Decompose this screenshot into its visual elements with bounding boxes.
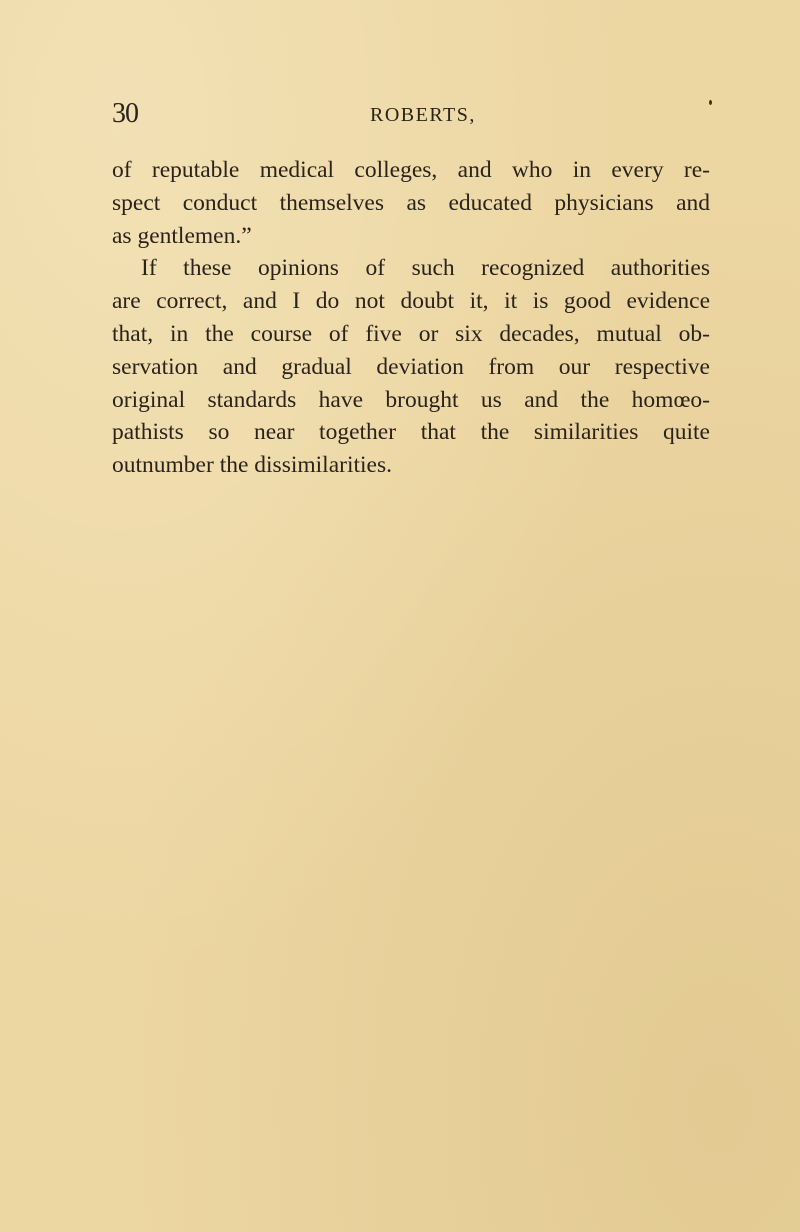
text-line: outnumber the dissimilarities.: [112, 452, 393, 479]
page-number: 30: [112, 98, 138, 129]
text-line: original standards have brought us and the homœo-: [112, 386, 710, 413]
ink-speck: [709, 100, 712, 105]
text-line: of reputable medical colleges, and who in every re-: [112, 157, 710, 183]
text-line: as gentlemen.”: [112, 222, 252, 249]
text-line: spect conduct themselves as educated physicians and: [112, 189, 710, 216]
text-line: pathists so near together that the similarities quite: [112, 419, 710, 446]
text-line: servation and gradual deviation from our respective: [112, 353, 710, 380]
text-line: that, in the course of five or six decades, mutual ob-: [112, 320, 710, 347]
running-head: [112, 98, 712, 138]
body-text: [112, 154, 710, 482]
text-line: If these opinions of such recognized authorities: [141, 255, 710, 282]
running-title: ROBERTS,: [370, 104, 476, 126]
text-line: are correct, and I do not doubt it, it is good evidence: [112, 288, 710, 315]
